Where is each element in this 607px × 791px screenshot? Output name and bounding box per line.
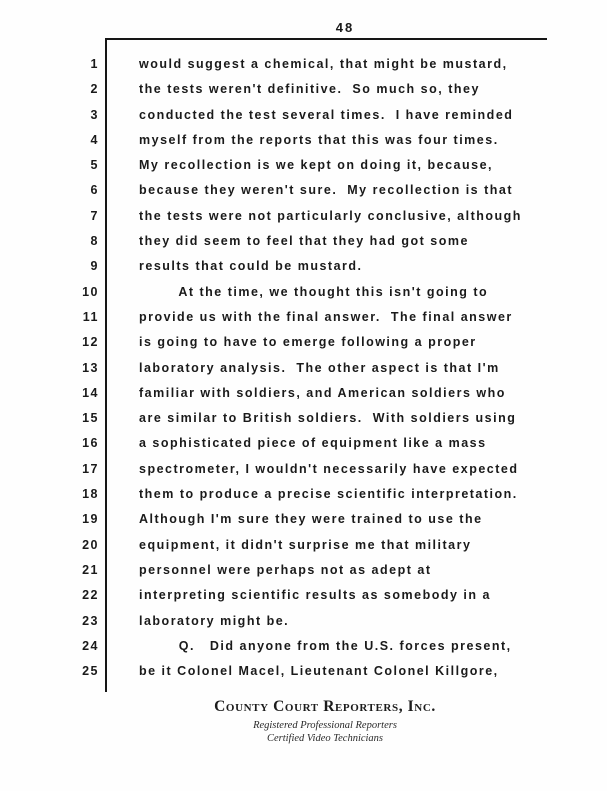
line-number: 4 xyxy=(90,132,99,147)
transcript-line xyxy=(90,153,547,178)
line-number: 8 xyxy=(90,234,99,249)
line-number: 5 xyxy=(90,158,99,173)
line-number: 18 xyxy=(82,487,99,502)
transcript-box xyxy=(82,38,547,692)
transcript-line xyxy=(82,659,547,684)
line-text: the tests weren't definitive. So much so, they xyxy=(139,82,480,97)
transcript-line xyxy=(82,634,547,659)
line-number: 10 xyxy=(82,284,99,299)
line-text: spectrometer, I wouldn't necessarily have expected xyxy=(139,461,519,476)
line-number: 21 xyxy=(82,562,99,577)
line-text: laboratory might be. xyxy=(139,613,290,628)
line-number: 16 xyxy=(82,436,99,451)
line-number: 23 xyxy=(82,613,99,628)
transcript-line xyxy=(82,305,547,330)
line-number: 1 xyxy=(90,57,99,71)
line-text: equipment, it didn't surprise me that military xyxy=(139,537,472,552)
line-number: 13 xyxy=(82,360,99,375)
line-text: provide us with the final answer. The final answer xyxy=(139,309,513,324)
line-text: the tests were not particularly conclusive, although xyxy=(139,208,522,223)
line-number: 9 xyxy=(90,259,99,274)
transcript-line xyxy=(90,103,547,128)
transcript-line xyxy=(90,178,547,203)
transcript-line xyxy=(90,204,547,229)
line-number: 7 xyxy=(90,208,99,223)
line-number: 22 xyxy=(82,588,99,603)
transcript-line xyxy=(82,558,547,583)
transcript-line xyxy=(82,406,547,431)
footer-subtitle-2: Certified Video Technicians xyxy=(266,733,384,744)
line-number: 17 xyxy=(82,461,99,476)
line-text: Q. Did anyone from the U.S. forces present, xyxy=(139,638,512,653)
line-number: 25 xyxy=(82,664,99,679)
transcript-line xyxy=(82,457,547,482)
line-number: 3 xyxy=(90,107,99,122)
footer-subtitle-1: Registered Professional Reporters xyxy=(253,720,397,731)
line-text: because they weren't sure. My recollection is that xyxy=(139,183,514,198)
line-text: conducted the test several times. I have reminded xyxy=(139,107,514,122)
line-text: laboratory analysis. The other aspect is that I'm xyxy=(139,360,500,375)
transcript-line xyxy=(82,431,547,456)
transcript-line xyxy=(90,229,547,254)
line-text: a sophisticated piece of equipment like a mass xyxy=(139,436,487,451)
line-text: personnel were perhaps not as adept at xyxy=(139,562,432,577)
line-text: Although I'm sure they were trained to use the xyxy=(139,512,483,527)
transcript-line xyxy=(82,356,547,381)
line-text: interpreting scientific results as somebody in a xyxy=(139,588,491,603)
line-text: familiar with soldiers, and American soldiers who xyxy=(139,385,506,400)
transcript-line xyxy=(82,280,547,305)
line-text: be it Colonel Macel, Lieutenant Colonel Killgore, xyxy=(139,664,499,679)
line-number: 6 xyxy=(90,183,99,198)
line-text: results that could be mustard. xyxy=(139,259,363,274)
transcript-line xyxy=(82,507,547,532)
court-reporter-name: County Court Reporters, Inc. xyxy=(214,698,436,715)
line-number: 12 xyxy=(82,335,99,350)
line-text: them to produce a precise scientific interpretation. xyxy=(139,487,518,502)
page-number: 48 xyxy=(335,20,355,35)
line-text: would suggest a chemical, that might be mustard, xyxy=(139,57,508,71)
transcript-line xyxy=(90,254,547,279)
footer xyxy=(105,698,545,745)
transcript-line xyxy=(90,77,547,102)
transcript-line xyxy=(90,52,547,77)
transcript-lines xyxy=(82,52,547,684)
transcript-line xyxy=(82,482,547,507)
line-number: 11 xyxy=(82,309,99,324)
line-text: are similar to British soldiers. With soldiers using xyxy=(139,411,517,426)
transcript-line xyxy=(82,533,547,558)
transcript-line xyxy=(82,330,547,355)
transcript-line xyxy=(82,583,547,608)
line-number: 2 xyxy=(90,82,99,97)
line-text: myself from the reports that this was four times. xyxy=(139,132,499,147)
transcript-line xyxy=(82,609,547,634)
line-number: 19 xyxy=(82,512,99,527)
line-text: they did seem to feel that they had got some xyxy=(139,234,469,249)
line-number: 20 xyxy=(82,537,99,552)
line-text: is going to have to emerge following a proper xyxy=(139,335,477,350)
line-number: 24 xyxy=(82,638,99,653)
line-text: My recollection is we kept on doing it, because, xyxy=(139,158,494,173)
line-number: 14 xyxy=(82,385,99,400)
line-number: 15 xyxy=(82,411,99,426)
transcript-line xyxy=(82,381,547,406)
line-text: At the time, we thought this isn't going to xyxy=(139,284,489,299)
transcript-line xyxy=(90,128,547,153)
